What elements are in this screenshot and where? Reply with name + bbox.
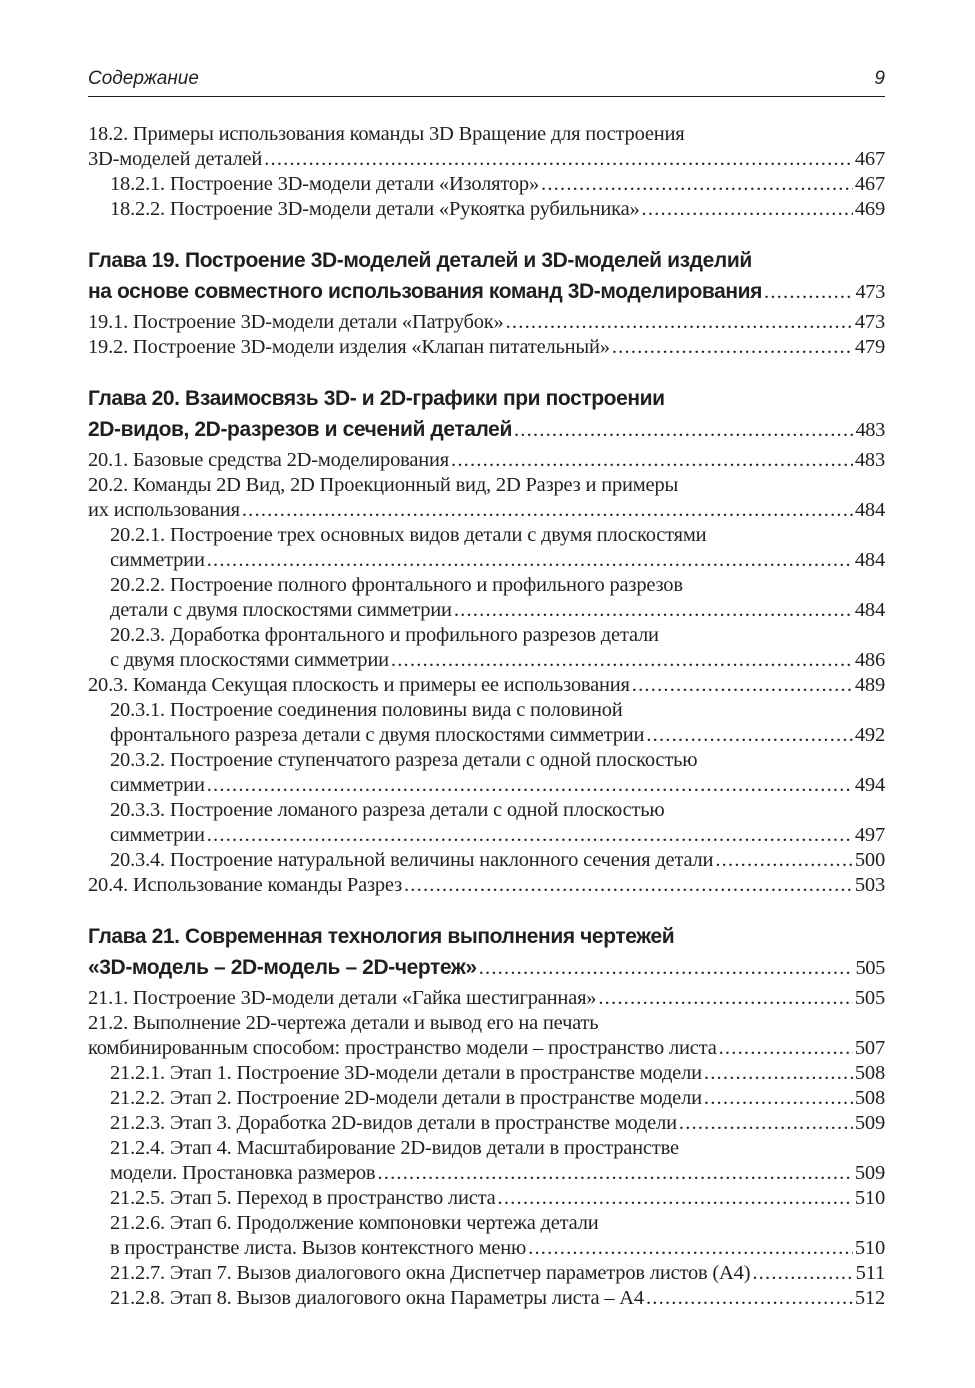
toc-line [88,1161,885,1186]
running-header-title: Содержание [88,68,199,89]
toc-section-entry[interactable] [88,523,885,573]
toc-page-number: 508 [854,1062,885,1084]
toc-section-entry[interactable] [88,1061,885,1086]
toc-page-number: 467 [854,173,885,195]
toc-section-entry[interactable] [88,698,885,748]
toc-page-number: 469 [854,198,885,220]
dot-leader [679,1111,853,1136]
toc-section-entry[interactable] [88,873,885,898]
toc-line [88,1286,885,1311]
toc-line [88,473,885,498]
dot-leader [752,1261,853,1286]
toc-line [88,1111,885,1136]
toc-page-number: 509 [854,1162,885,1184]
toc-entry-title: 18.2. Примеры использования команды 3D Вращение для построения [88,123,685,145]
toc-line [88,748,885,773]
toc-page-number: 484 [854,599,885,621]
dot-leader [632,673,853,698]
dot-leader [764,277,853,308]
dot-leader [391,648,853,673]
toc-entry-title: 20.4. Использование команды Разрез [88,874,402,896]
toc-line [88,523,885,548]
toc-line [88,1086,885,1111]
toc-entry-title: 21.2.6. Этап 6. Продолжение компоновки чертежа детали [110,1212,599,1234]
toc-entry-title: 21.2.1. Этап 1. Построение 3D-модели детали в пространстве модели [110,1062,702,1084]
running-header [88,66,885,97]
dot-leader [454,598,853,623]
toc-line [88,921,885,952]
toc-chapter-entry[interactable] [88,383,885,445]
toc-line [88,1011,885,1036]
toc-line [88,383,885,414]
toc-section-entry[interactable] [88,122,885,172]
toc-line [88,1061,885,1086]
toc-section-entry[interactable] [88,673,885,698]
toc-line [88,414,885,445]
toc-line [88,245,885,276]
toc-entry-title: комбинированным способом: пространство модели – пространство листа [88,1037,717,1059]
toc-page-number: 492 [854,724,885,746]
dot-leader [598,986,852,1011]
toc-page-number: 503 [854,874,885,896]
toc-entry-title: Глава 21. Современная технология выполнения чертежей [88,925,675,948]
toc-line [88,598,885,623]
toc-section-entry[interactable] [88,335,885,360]
toc-section-entry[interactable] [88,1211,885,1261]
toc-line [88,1236,885,1261]
toc-entry-title: 21.2.5. Этап 5. Переход в пространство листа [110,1187,496,1209]
toc-line [88,573,885,598]
toc-page-number: 507 [854,1037,885,1059]
toc-entry-title: 21.2.3. Этап 3. Доработка 2D-видов детали в пространстве модели [110,1112,677,1134]
dot-leader [719,1036,853,1061]
toc-chapter-entry[interactable] [88,245,885,307]
toc-line [88,1186,885,1211]
toc-page-number: 473 [854,311,885,333]
dot-leader [646,1286,853,1311]
toc-line [88,1211,885,1236]
toc-line [88,335,885,360]
toc-line [88,1261,885,1286]
toc-line [88,548,885,573]
toc-entry-title: 2D-видов, 2D-разрезов и сечений деталей [88,418,512,441]
toc-line [88,147,885,172]
toc-section-entry[interactable] [88,573,885,623]
dot-leader [541,172,853,197]
toc-section-entry[interactable] [88,986,885,1011]
toc-page-number: 483 [854,449,885,471]
toc-line [88,310,885,335]
toc-entry-title: 19.2. Построение 3D-модели изделия «Клапан питательный» [88,336,610,358]
toc-entry-title: 21.2.8. Этап 8. Вызов диалогового окна Параметры листа – A4 [110,1287,644,1309]
toc-entry-title: на основе совместного использования команд 3D-моделирования [88,280,763,303]
toc-page-number: 494 [854,774,885,796]
toc-entry-title: 18.2.2. Построение 3D-модели детали «Рукоятка рубильника» [110,198,640,220]
dot-leader [451,448,853,473]
dot-leader [207,548,853,573]
toc-line [88,172,885,197]
toc-section-entry[interactable] [88,748,885,798]
toc-line [88,1036,885,1061]
dot-leader [404,873,853,898]
toc-page-number: 505 [854,987,885,1009]
dot-leader [264,147,853,172]
toc-section-entry[interactable] [88,1186,885,1211]
toc-line [88,798,885,823]
dot-leader [704,1086,853,1111]
toc-page-number: 484 [854,549,885,571]
toc-entry-title: симметрии [110,774,205,796]
toc-entry-title: 20.3. Команда Секущая плоскость и примеры ее использования [88,674,630,696]
toc-section-entry[interactable] [88,1261,885,1286]
toc-entry-title: 21.2.7. Этап 7. Вызов диалогового окна Диспетчер параметров листов (A4) [110,1262,751,1284]
toc-section-entry[interactable] [88,1011,885,1061]
toc-line [88,723,885,748]
toc-page-number: 483 [855,419,885,441]
dot-leader [498,1186,853,1211]
toc-entry-title: симметрии [110,549,205,571]
toc-line [88,848,885,873]
toc-line [88,773,885,798]
toc-line [88,623,885,648]
table-of-contents [88,122,885,1311]
toc-entry-title: 20.3.4. Построение натуральной величины наклонного сечения детали [110,849,714,871]
toc-entry-title: симметрии [110,824,205,846]
toc-entry-title: 20.3.1. Построение соединения половины вида с половиной [110,699,623,721]
toc-page-number: 508 [854,1087,885,1109]
toc-line [88,197,885,222]
dot-leader [646,723,853,748]
toc-line [88,952,885,983]
toc-section-entry[interactable] [88,848,885,873]
dot-leader [704,1061,853,1086]
toc-page-number: 484 [854,499,885,521]
toc-page-number: 500 [854,849,885,871]
dot-leader [528,1236,853,1261]
toc-line [88,673,885,698]
toc-section-entry[interactable] [88,623,885,673]
dot-leader [479,953,854,984]
toc-page-number: 479 [854,336,885,358]
dot-leader [612,335,853,360]
toc-page-number: 511 [855,1262,885,1284]
dot-leader [207,773,853,798]
toc-section-entry[interactable] [88,1086,885,1111]
toc-section-entry[interactable] [88,473,885,523]
toc-entry-title: 20.3.3. Построение ломаного разреза детали с одной плоскостью [110,799,665,821]
toc-entry-title: в пространстве листа. Вызов контекстного меню [110,1237,527,1259]
toc-entry-title: 20.1. Базовые средства 2D-моделирования [88,449,450,471]
toc-line [88,448,885,473]
toc-section-entry[interactable] [88,798,885,848]
toc-entry-title: 3D-моделей деталей [88,148,263,170]
toc-line [88,823,885,848]
toc-entry-title: 21.1. Построение 3D-модели детали «Гайка шестигранная» [88,987,597,1009]
dot-leader [514,415,853,446]
toc-section-entry[interactable] [88,172,885,197]
toc-entry-title: фронтального разреза детали с двумя плоскостями симметрии [110,724,645,746]
toc-page-number: 510 [854,1187,885,1209]
toc-entry-title: их использования [88,499,240,521]
toc-entry-title: 20.3.2. Построение ступенчатого разреза детали с одной плоскостью [110,749,698,771]
toc-entry-title: 20.2.1. Построение трех основных видов детали с двумя плоскостями [110,524,707,546]
toc-entry-title: с двумя плоскостями симметрии [110,649,389,671]
toc-section-entry[interactable] [88,448,885,473]
toc-page-number: 473 [855,281,885,303]
dot-leader [642,197,853,222]
toc-line [88,986,885,1011]
dot-leader [242,498,853,523]
toc-entry-title: 21.2. Выполнение 2D-чертежа детали и вывод его на печать [88,1012,599,1034]
toc-line [88,698,885,723]
dot-leader [506,310,853,335]
toc-line [88,498,885,523]
toc-entry-title: «3D-модель – 2D-модель – 2D-чертеж» [88,956,477,979]
toc-section-entry[interactable] [88,1136,885,1186]
toc-line [88,1136,885,1161]
page-number: 9 [874,68,885,89]
toc-section-entry[interactable] [88,1111,885,1136]
toc-entry-title: 19.1. Построение 3D-модели детали «Патрубок» [88,311,504,333]
toc-line [88,276,885,307]
dot-leader [715,848,853,873]
toc-line [88,648,885,673]
toc-entry-title: модели. Простановка размеров [110,1162,376,1184]
toc-entry-title: 20.2.2. Построение полного фронтального и профильного разрезов [110,574,683,596]
toc-entry-title: детали с двумя плоскостями симметрии [110,599,452,621]
toc-entry-title: Глава 20. Взаимосвязь 3D- и 2D-графики при построении [88,387,665,410]
toc-page-number: 489 [854,674,885,696]
dot-leader [207,823,853,848]
toc-line [88,873,885,898]
toc-page-number: 486 [854,649,885,671]
toc-chapter-entry[interactable] [88,921,885,983]
toc-page-number: 505 [855,957,885,979]
toc-entry-title: Глава 19. Построение 3D-моделей деталей и 3D-моделей изделий [88,249,752,272]
toc-entry-title: 18.2.1. Построение 3D-модели детали «Изолятор» [110,173,540,195]
toc-page-number: 497 [854,824,885,846]
toc-page-number: 512 [854,1287,885,1309]
toc-page-number: 510 [854,1237,885,1259]
toc-entry-title: 20.2.3. Доработка фронтального и профильного разрезов детали [110,624,659,646]
toc-entry-title: 20.2. Команды 2D Вид, 2D Проекционный вид, 2D Разрез и примеры [88,474,679,496]
toc-entry-title: 21.2.2. Этап 2. Построение 2D-модели детали в пространстве модели [110,1087,702,1109]
toc-section-entry[interactable] [88,197,885,222]
toc-line [88,122,885,147]
toc-section-entry[interactable] [88,1286,885,1311]
toc-page-number: 509 [854,1112,885,1134]
toc-page-number: 467 [854,148,885,170]
dot-leader [377,1161,852,1186]
toc-entry-title: 21.2.4. Этап 4. Масштабирование 2D-видов детали в пространстве [110,1137,679,1159]
toc-section-entry[interactable] [88,310,885,335]
